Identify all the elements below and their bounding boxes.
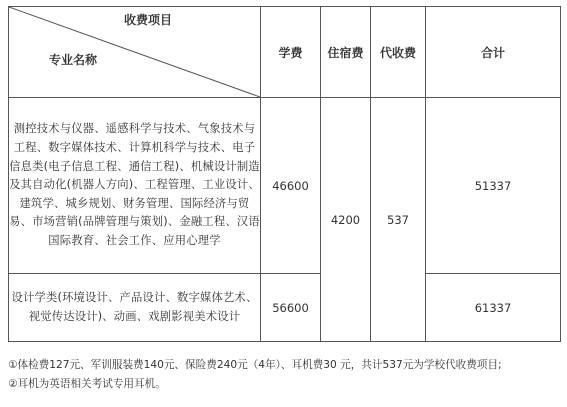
total-header: 合计 xyxy=(426,7,561,98)
fee-items-header: 收费项目 xyxy=(123,13,172,27)
diagonal-header-cell xyxy=(9,7,261,98)
footnote: ②耳机为英语相关考试专用耳机。 xyxy=(8,378,166,390)
collected-fees-header: 代收费 xyxy=(371,7,426,98)
collected-fees-cell: 537 xyxy=(371,98,426,342)
accommodation-cell: 4200 xyxy=(321,98,371,342)
major-name-header: 专业名称 xyxy=(49,53,98,67)
tuition-cell: 46600 xyxy=(261,98,321,274)
total-cell: 61337 xyxy=(426,274,561,342)
fee-table xyxy=(8,6,561,342)
table-row xyxy=(9,274,561,342)
header-row xyxy=(9,7,561,98)
tuition-cell: 56600 xyxy=(261,274,321,342)
footnotes xyxy=(8,356,502,394)
tuition-header: 学费 xyxy=(261,7,321,98)
accommodation-header: 住宿费 xyxy=(321,7,371,98)
majors-cell: 设计学类(环境设计、产品设计、数字媒体艺术、视觉传达设计)、动画、戏剧影视美术设计 xyxy=(9,274,261,342)
majors-cell: 测控技术与仪器、遥感科学与技术、气象技术与工程、数字媒体技术、计算机科学与技术、电子信息类(电子信息工程、通信工程)、机械设计制造及其自动化(机器人方向)、工程管理、工业设计、建筑学、城乡规划、财务管理、国际经济与贸易、市场营销(品牌管理与策划)、金融工程、汉语国际教育、社会工作、应用心理学 xyxy=(9,98,261,274)
total-cell: 51337 xyxy=(426,98,561,274)
footnote: ①体检费127元、军训服装费140元、保险费240元（4年）、耳机费30 元，共计537元为学校代收费项目; xyxy=(8,359,502,371)
table-row xyxy=(9,98,561,274)
